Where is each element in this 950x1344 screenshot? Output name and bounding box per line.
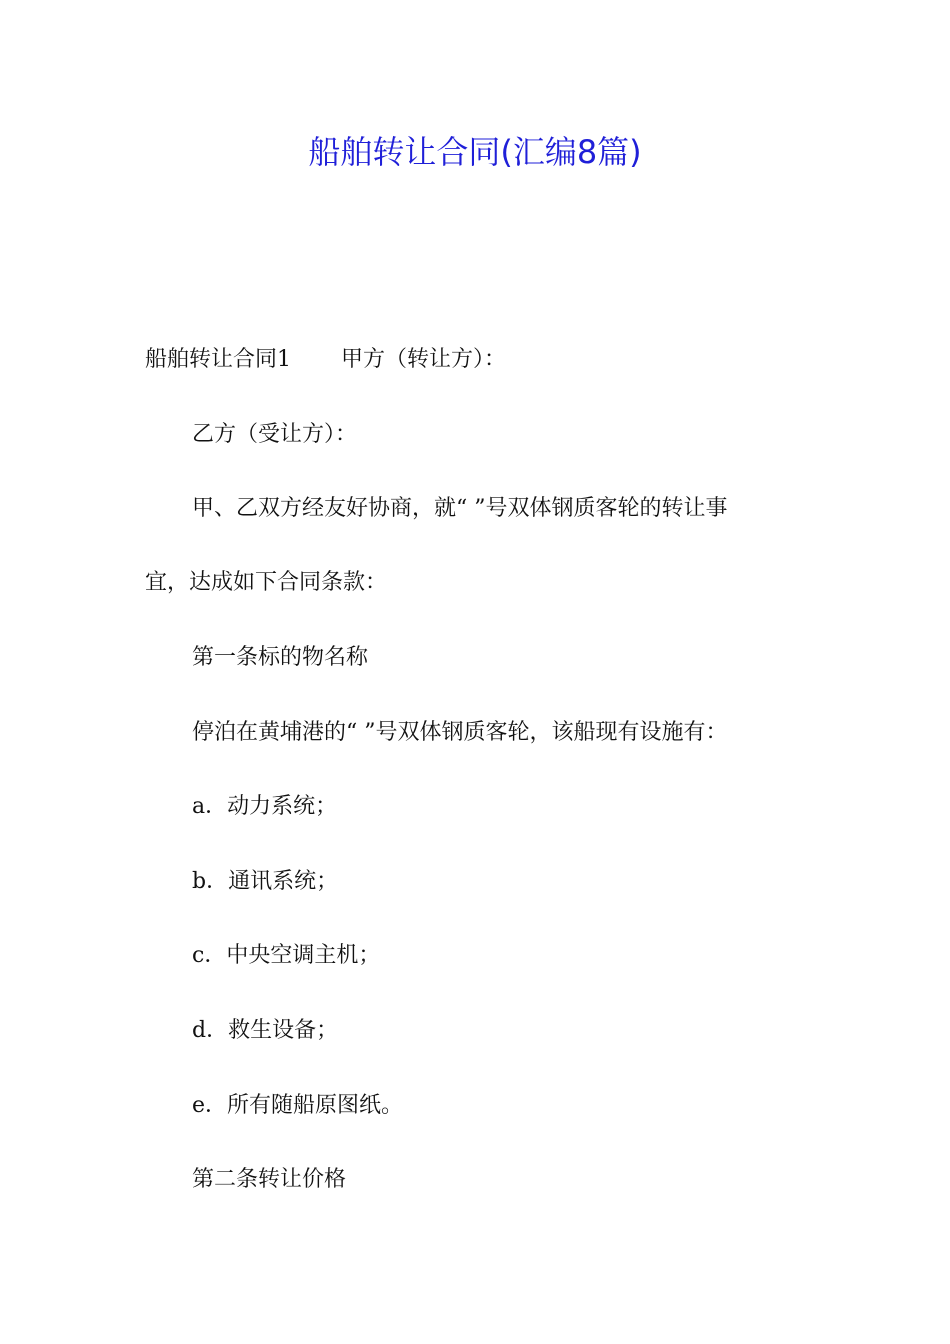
article-1-heading: 第一条标的物名称 xyxy=(192,645,369,670)
article-1-description: 停泊在黄埔港的“ ”号双体钢质客轮，该船现有设施有： xyxy=(192,720,728,745)
article-2-heading: 第二条转让价格 xyxy=(192,1167,347,1192)
intro-paragraph-line-2: 宜，达成如下合同条款： xyxy=(145,570,388,595)
list-item-c: c．中央空调主机； xyxy=(192,943,381,968)
contract-heading-line xyxy=(145,345,506,375)
list-item-e: e．所有随船原图纸。 xyxy=(192,1093,404,1118)
contract-number-label: 船舶转让合同1 xyxy=(145,347,291,372)
list-item-a: a．动力系统； xyxy=(192,794,338,819)
list-item-d: d．救生设备； xyxy=(192,1018,339,1043)
list-item-b: b．通讯系统； xyxy=(192,869,339,894)
party-a-label: 甲方（转让方）： xyxy=(341,347,507,372)
document-title: 船舶转让合同(汇编8篇) xyxy=(308,133,642,171)
intro-paragraph-line-1: 甲、乙双方经友好协商，就“ ”号双体钢质客轮的转让事 xyxy=(192,496,728,521)
party-b-label: 乙方（受让方）： xyxy=(192,422,358,447)
